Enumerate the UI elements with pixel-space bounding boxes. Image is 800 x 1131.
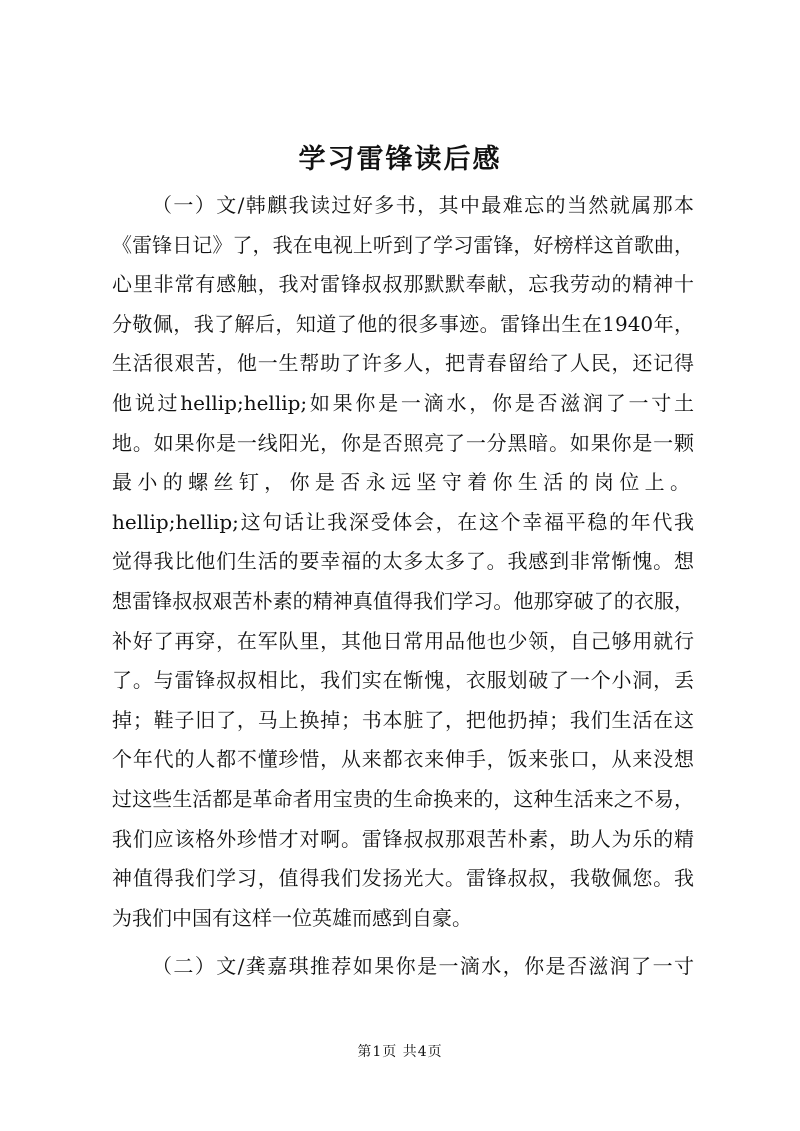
text-line: 心里非常有感触，我对雷锋叔叔那默默奉献，忘我劳动的精神十 [112,272,694,297]
page-number-footer: 第1页 共4页 [357,1044,443,1060]
text-line: 想雷锋叔叔艰苦朴素的精神真值得我们学习。他那穿破了的衣服， [112,588,694,613]
text-line: （一）文/韩麒我读过好多书，其中最难忘的当然就属那本 [152,193,694,217]
text-line: 神值得我们学习，值得我们发扬光大。雷锋叔叔，我敬佩您。我 [112,866,694,891]
text-line: 最小的螺丝钉，你是否永远坚守着你生活的岗位上。 [112,470,694,495]
text-line: 生活很艰苦，他一生帮助了许多人，把青春留给了人民，还记得 [112,351,694,376]
paragraph-2 [112,947,694,987]
text-line: （二）文/龚嘉琪推荐如果你是一滴水，你是否滋润了一寸 [152,954,694,979]
text-line: 掉；鞋子旧了，马上换掉；书本脏了，把他扔掉；我们生活在这 [112,707,694,732]
text-line: 个年代的人都不懂珍惜，从来都衣来伸手，饭来张口，从来没想 [112,747,694,772]
text-line: hellip;hellip;这句话让我深受体会，在这个幸福平稳的年代我 [112,509,694,534]
document-title: 学习雷锋读后感 [298,144,502,175]
document-body [112,186,694,987]
text-line: 了。与雷锋叔叔相比，我们实在惭愧，衣服划破了一个小洞，丢 [112,668,694,693]
text-line: 他说过hellip;hellip;如果你是一滴水，你是否滋润了一寸土 [112,390,694,415]
text-line: 补好了再穿，在军队里，其他日常用品他也少领，自己够用就行 [112,628,694,653]
text-line: 《雷锋日记》了，我在电视上听到了学习雷锋，好榜样这首歌曲， [112,232,694,257]
text-line: 过这些生活都是革命者用宝贵的生命换来的，这种生活来之不易， [112,786,694,811]
paragraph-1 [112,186,694,938]
text-line: 地。如果你是一线阳光，你是否照亮了一分黑暗。如果你是一颗 [112,430,694,455]
text-line: 分敬佩，我了解后，知道了他的很多事迹。雷锋出生在1940年， [112,311,694,336]
text-line: 为我们中国有这样一位英雄而感到自豪。 [112,905,472,930]
text-line: 我们应该格外珍惜才对啊。雷锋叔叔那艰苦朴素，助人为乐的精 [112,826,694,851]
text-line: 觉得我比他们生活的要幸福的太多太多了。我感到非常惭愧。想 [112,549,694,574]
